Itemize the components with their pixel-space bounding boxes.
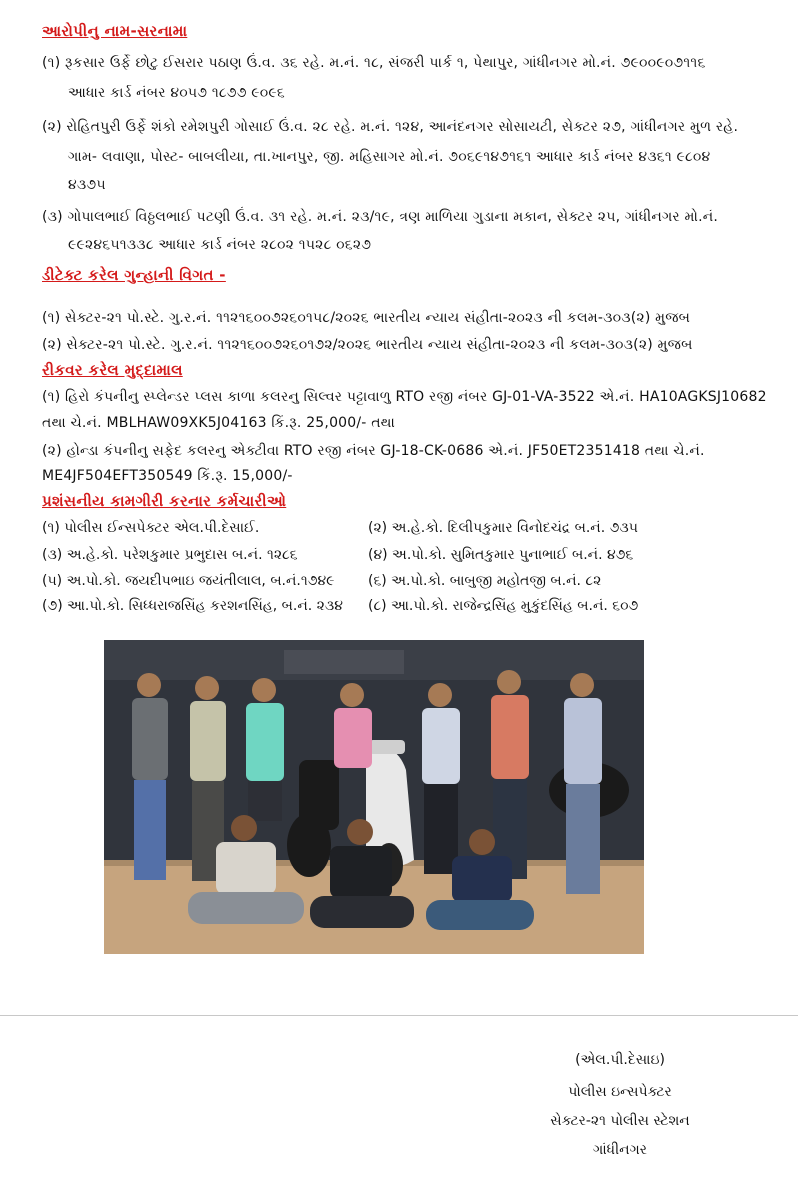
staff-left-2: (૩) અ.હે.કો. પરેશકુમાર પ્રભુદાસ બ.નં. ૧૨૮૬ xyxy=(42,547,298,563)
staff-heading: પ્રશંસનીય કામગીરી કરનાર કર્મચારીઓ xyxy=(42,492,287,510)
staff-left-1: (૧) પોલીસ ઈન્સપેક્ટર એલ.પી.દેસાઈ. xyxy=(42,520,260,536)
accused-heading: આરોપીનુ નામ-સરનામા xyxy=(42,22,188,40)
staff-left-4: (૭) આ.પો.કો. સિધ્ધરાજસિંહ કરશનસિંહ, બ.નં. ૨૩૪ xyxy=(42,598,343,614)
crime-line-2: (૨) સેક્ટર-૨૧ પો.સ્ટે. ગુ.ર.નં. ૧૧૨૧૬૦૦૭૨૬૦૧૭૨/૨૦૨૬ ભારતીય ન્યાય સંહીતા-૨૦૨૩ ની કલમ-૩૦૩(૨) મુજબ xyxy=(42,337,693,353)
staff-right-3: (૬) અ.પો.કો. બાબુજી મહોતજી બ.નં. ૮૨ xyxy=(368,573,602,589)
group-photo xyxy=(104,640,644,954)
signature-designation: પોલીસ ઇન્સપેક્ટર xyxy=(568,1084,672,1100)
staff-left-3: (૫) અ.પો.કો. જયદીપભાઇ જયંતીલાલ, બ.નં.૧૭૪૯ xyxy=(42,573,335,589)
staff-right-4: (૮) આ.પો.કો. રાજેન્દ્રસિંહ મુકુંદસિંહ બ.નં. ૬૦૭ xyxy=(368,598,639,614)
signature-station: સેક્ટર-૨૧ પોલીસ સ્ટેશન xyxy=(550,1113,690,1129)
accused-line-4: ગામ- લવાણા, પોસ્ટ- બાબલીયા, તા.ખાનપુર, જી. મહિસાગર મો.નં. ૭૦૬૯૧૪૭૧૬૧ આધાર કાર્ડ નંબર ૪૩૬૧ ૯૮૦૪ xyxy=(68,149,711,165)
crimes-heading: ડીટેક્ટ કરેલ ગુન્હાની વિગત - xyxy=(42,266,226,284)
accused-line-7: ૯૯૨૪૬૫૧૩૩૮ આધાર કાર્ડ નંબર ૨૮૦૨ ૧૫૨૮ ૦૬૨૭ xyxy=(68,237,372,253)
recovered-line-3: (૨) હોન્ડા કંપનીનુ સફેદ કલરનુ એક્ટીવા RTO રજી નંબર GJ-18-CK-0686 એ.નં. JF50ET2351418 તથા ચે.નં. xyxy=(42,443,705,459)
accused-line-3: (૨) રોહિતપુરી ઉર્ફે શંકો રમેશપુરી ગોસાઈ ઉં.વ. ૨૮ રહે. મ.નં. ૧૨૪, આનંદનગર સોસાયટી, સેક્ટર ૨૭, ગાંધીનગર મુળ રહે. xyxy=(42,119,739,135)
recovered-line-1: (૧) હિરો કંપનીનુ સ્પ્લેન્ડર પ્લસ કાળા કલરનુ સિલ્વર પટ્ટાવાળુ RTO રજી નંબર GJ-01-VA-3522 એ.નં. HA10AGKSJ10682 xyxy=(42,389,767,405)
accused-line-1: (૧) રૂકસાર ઉર્ફે છોટુ ઈસરાર પઠાણ ઉં.વ. ૩૬ રહે. મ.નં. ૧૮, સંજરી પાર્ક ૧, પેથાપુર, ગાંધીનગર મો.નં. ૭૯૦૦૯૦૭૧૧૬ xyxy=(42,55,706,71)
accused-line-2: આધાર કાર્ડ નંબર ૪૦૫૭ ૧૮૭૭ ૯૦૯૬ xyxy=(68,85,285,101)
crime-line-1: (૧) સેક્ટર-૨૧ પો.સ્ટે. ગુ.ર.નં. ૧૧૨૧૬૦૦૭૨૬૦૧૫૮/૨૦૨૬ ભારતીય ન્યાય સંહીતા-૨૦૨૩ ની કલમ-૩૦૩(૨) મુજબ xyxy=(42,310,691,326)
signature-city: ગાંધીનગર xyxy=(593,1142,647,1158)
staff-right-2: (૪) અ.પો.કો. સુમિતકુમાર પુનાભાઈ બ.નં. ૪૭૬ xyxy=(368,547,634,563)
recovered-line-4: ME4JF504EFT350549 કિં.રૂ. 15,000/- xyxy=(42,468,293,484)
signature-name: (એલ.પી.દેસાઇ) xyxy=(575,1052,665,1068)
accused-line-5: ૪૩૭૫ xyxy=(68,177,106,193)
accused-line-6: (૩) ગોપાલભાઈ વિઠ્ઠલભાઈ પટણી ઉં.વ. ૩૧ રહે. મ.નં. ૨૩/૧૯, ત્રણ માળિયા ગુડાના મકાન, સેક્ટર ૨૫, ગાંધીનગર મો.નં. xyxy=(42,209,719,225)
recovered-heading: રીકવર કરેલ મુદ્દામાલ xyxy=(42,361,183,379)
footer-divider xyxy=(0,1015,798,1016)
recovered-line-2: તથા ચે.નં. MBLHAW09XK5J04163 કિં.રૂ. 25,000/- તથા xyxy=(42,415,396,431)
staff-right-1: (૨) અ.હે.કો. દિલીપકુમાર વિનોદચંદ્ર બ.નં. ૭૩૫ xyxy=(368,520,638,536)
